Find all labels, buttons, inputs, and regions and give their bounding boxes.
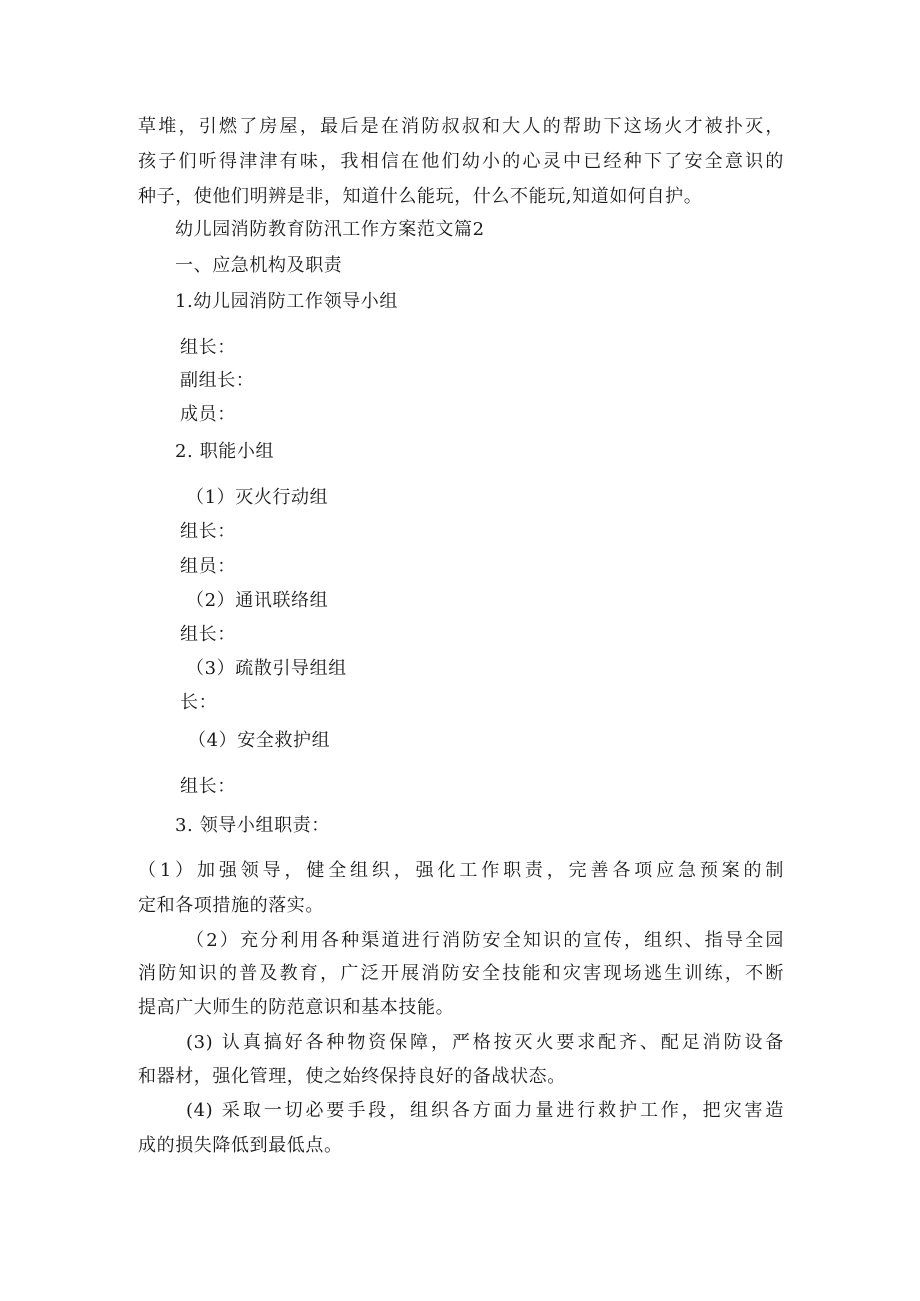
- duty-2-line-1: （2）充分利用各种渠道进行消防安全知识的宣传，组织、指导全园: [186, 930, 784, 951]
- group-rescue-title: （4）安全救护组: [188, 730, 331, 751]
- group-evacuation-leader: 长：: [180, 692, 218, 713]
- group-firefighting-leader: 组长：: [180, 521, 236, 542]
- leader-field: 组长：: [180, 337, 236, 358]
- group-communication-leader: 组长：: [180, 624, 236, 645]
- group-communication-title: （2）通讯联络组: [186, 590, 329, 611]
- heading-emergency-org: 一、应急机构及职责: [175, 255, 343, 276]
- subheading-leadership-group: 1.幼儿园消防工作领导小组: [175, 291, 398, 312]
- group-evacuation-title: （3）疏散引导组组: [186, 658, 347, 679]
- members-field: 成员：: [180, 404, 236, 425]
- duty-4-line-1: (4) 采取一切必要手段，组织各方面力量进行救护工作，把灾害造: [186, 1100, 784, 1121]
- group-rescue-leader: 组长：: [180, 776, 236, 797]
- intro-line-3: 种子，使他们明辨是非，知道什么能玩，什么不能玩,知道如何自护。: [138, 186, 703, 207]
- duty-2-line-2: 消防知识的普及教育，广泛开展消防安全技能和灾害现场逃生训练，不断: [138, 963, 784, 984]
- subheading-responsibilities: 3. 领导小组职责：: [175, 815, 330, 836]
- group-firefighting-title: （1）灭火行动组: [186, 487, 329, 508]
- duty-1-line-2: 定和各项措施的落实。: [138, 895, 324, 916]
- duty-3-line-1: (3) 认真搞好各种物资保障，严格按灭火要求配齐、配足消防设备: [186, 1032, 784, 1053]
- deputy-leader-field: 副组长：: [180, 370, 255, 391]
- duty-1-line-1: （1）加强领导，健全组织，强化工作职责，完善各项应急预案的制: [138, 860, 784, 881]
- intro-line-2: 孩子们听得津津有味，我相信在他们幼小的心灵中已经种下了安全意识的: [138, 151, 784, 172]
- section-title: 幼儿园消防教育防汛工作方案范文篇2: [175, 219, 485, 240]
- intro-line-1: 草堆，引燃了房屋，最后是在消防叔叔和大人的帮助下这场火才被扑灭，: [138, 116, 784, 137]
- duty-4-line-2: 成的损失降低到最低点。: [138, 1135, 343, 1156]
- subheading-functional-groups: 2. 职能小组: [175, 441, 275, 462]
- duty-3-line-2: 和器材，强化管理，使之始终保持良好的备战状态。: [138, 1066, 566, 1087]
- duty-2-line-3: 提高广大师生的防范意识和基本技能。: [138, 997, 455, 1018]
- group-firefighting-members: 组员：: [180, 556, 236, 577]
